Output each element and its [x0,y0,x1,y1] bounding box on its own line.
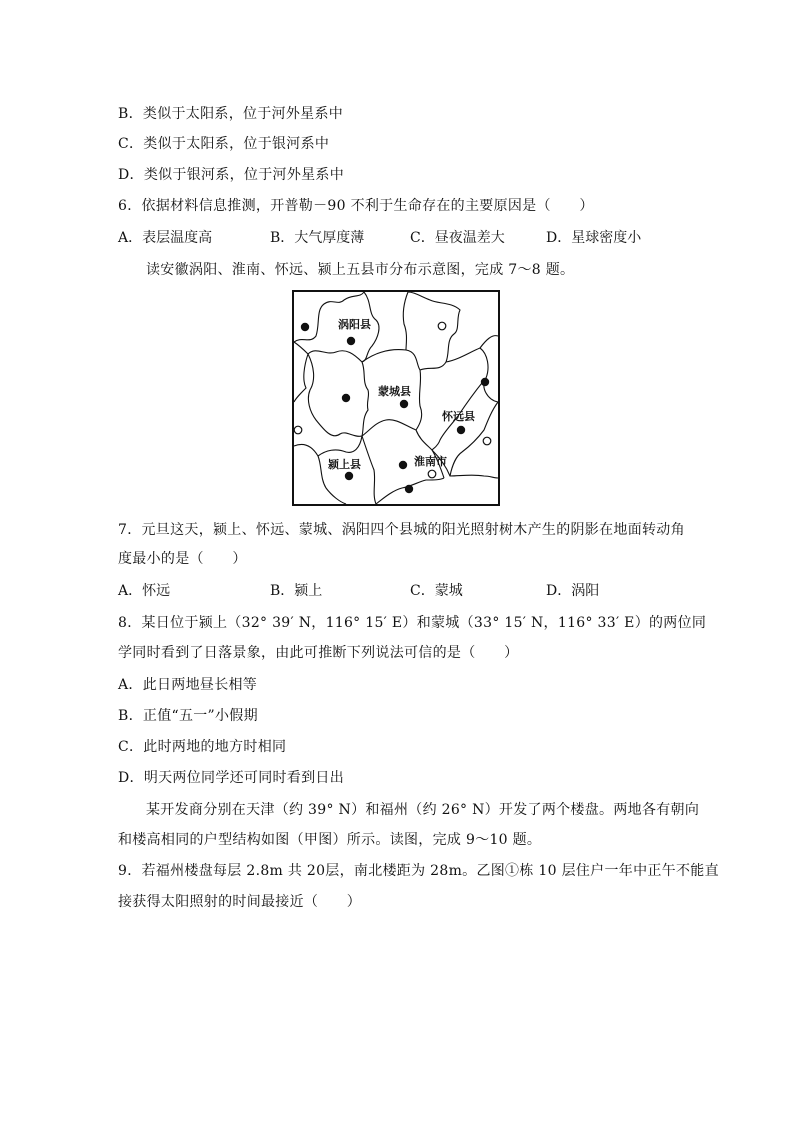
q6-option-c: C．昼夜温差大 [410,230,505,246]
intro-9-10-line-2: 和楼高相同的户型结构如图（甲图）所示。读图，完成 9～10 题。 [118,832,542,848]
q7-option-b: B．颍上 [270,583,323,599]
county-dot [301,323,309,331]
label-yingshang: 颍上县 [328,458,361,471]
question-8-line-1: 8．某日位于颍上（32° 39′ N，116° 15′ E）和蒙城（33° 15′ N，116° 33′ E）的两位同 [118,615,707,631]
q7-option-a: A．怀远 [118,583,171,599]
label-huaiyuan: 怀远县 [442,410,475,423]
county-dot [405,485,413,493]
option-d-line: D．类似于银河系，位于河外星系中 [118,167,345,183]
city-circle [294,426,302,434]
question-9-line-1: 9．若福州楼盘每层 2.8m 共 20层，南北楼距为 28m。乙图①栋 10 层住户一年中正午不能直 [118,863,719,879]
label-huainan: 淮南市 [414,455,447,468]
label-mengcheng: 蒙城县 [378,385,411,398]
question-7-line-2: 度最小的是（ ） [118,551,247,567]
huainan-dot [399,461,407,469]
q8-option-d: D．明天两位同学还可同时看到日出 [118,770,345,786]
city-circle [428,470,436,478]
q6-option-d: D．星球密度小 [546,230,642,246]
city-circle [483,437,491,445]
mengcheng-dot [400,400,408,408]
q7-option-c: C．蒙城 [410,583,463,599]
county-map-svg [292,290,500,506]
q8-option-a: A．此日两地昼长相等 [118,677,258,693]
q8-option-b: B．正值“五一”小假期 [118,708,258,724]
q7-option-d: D．涡阳 [546,583,600,599]
woyang-dot [347,337,355,345]
map-frame [293,291,499,505]
question-7-line-1: 7．元旦这天，颍上、怀远、蒙城、涡阳四个县城的阳光照射树木产生的阴影在地面转动角 [118,522,685,538]
intro-9-10-line-1: 某开发商分别在天津（约 39° N）和福州（约 26° N）开发了两个楼盘。两地各有朝向 [146,802,700,818]
question-6: 6．依据材料信息推测，开普勒－90 不利于生命存在的主要原因是（ ） [118,198,594,214]
city-circle [438,322,446,330]
q6-option-b: B．大气厚度薄 [270,230,365,246]
label-woyang: 涡阳县 [338,318,371,331]
question-8-line-2: 学同时看到了日落景象，由此可推断下列说法可信的是（ ） [118,645,519,661]
county-map-figure [292,290,500,506]
q8-option-c: C．此时两地的地方时相同 [118,739,287,755]
huaiyuan-dot [457,426,465,434]
question-9-line-2: 接获得太阳照射的时间最接近（ ） [118,894,362,910]
county-dot [342,394,350,402]
intro-7-8: 读安徽涡阳、淮南、怀远、颍上五县市分布示意图，完成 7～8 题。 [146,262,575,278]
county-dot [481,378,489,386]
q6-option-a: A．表层温度高 [118,230,213,246]
option-b-line: B．类似于太阳系，位于河外星系中 [118,106,344,122]
yingshang-dot [345,472,353,480]
option-c-line: C．类似于太阳系，位于银河系中 [118,136,330,152]
